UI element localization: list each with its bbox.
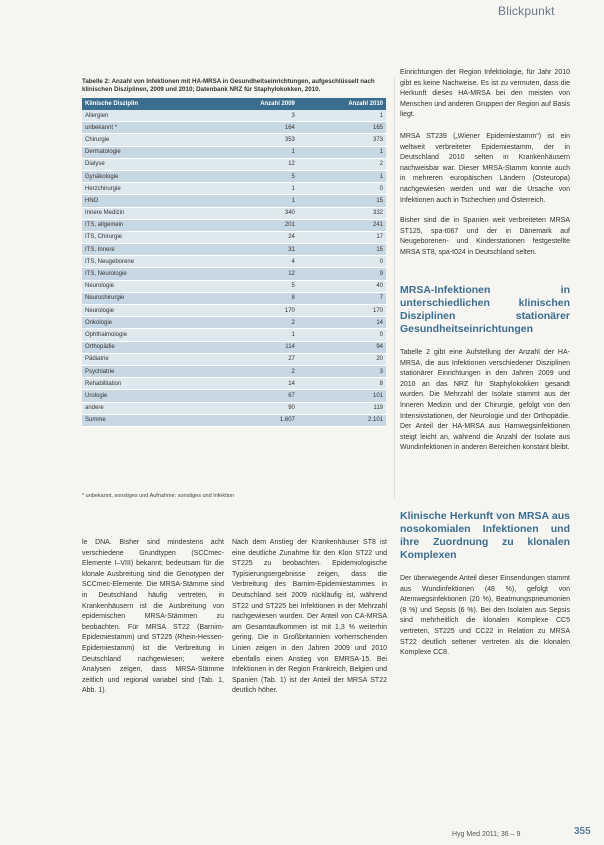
table-cell: 94: [298, 341, 386, 353]
table-cell: 40: [298, 280, 386, 292]
table-row: [82, 390, 386, 402]
journal-citation: Hyg Med 2011; 36 – 9: [452, 831, 521, 838]
table-body: [82, 110, 386, 426]
table-cell: 353: [210, 134, 298, 146]
table-row: [82, 122, 386, 134]
table-row: [82, 244, 386, 256]
table-row: [82, 207, 386, 219]
body-paragraph: le DNA. Bisher sind mindestens acht verschiedene Grundtypen (SCCmec-Elemente I–VIII) bekannt; bedeutsam für die klonale Ausbreitung sind die Genotypen der SCCmec-Elemente. Die MRSA-Stämme sind in Deutschland häufig vertreten, in Krankenhäusern ist die Ausbreitung von epidemischen MRSA-Stämmen zu beobachten. Für MRSA ST22 (Barnim-Epidemiestamm) und ST225 (Rhein-Hessen-Epidemiestamm) ist die Verbreitung in Deutschland nachgewiesen; weitere Analysen zeigen, dass MRSA-Stämme zeitlich und regional variabel sind (Tab. 1, Abb. 1).: [82, 539, 224, 695]
table-cell: 9: [298, 268, 386, 280]
table-row: [82, 365, 386, 377]
table-cell: Orthopädie: [82, 341, 210, 353]
table-row: [82, 183, 386, 195]
table-cell: 15: [298, 195, 386, 207]
table-row: [82, 256, 386, 268]
table-cell: 2: [210, 317, 298, 329]
body-paragraph: MRSA ST239 („Wiener Epidemiestamm“) ist ein weltweit verbreiteter Epidemiestamm, der in Deutschland 2010 selten in Krankenhäusern nachweisbar war. Dieser MRSA-Stamm konnte auch in mehreren europäischen Ländern (Osteuropa) nachgewiesen werden und war die Ursache von Infektionen auch in Tschechien und Österreich.: [400, 133, 570, 204]
table-cell: Neurologie: [82, 280, 210, 292]
table-row: [82, 378, 386, 390]
table-cell: Herzchirurgie: [82, 183, 210, 195]
table-header-cell: Klinische Disziplin: [82, 98, 210, 110]
table-cell: ITS, Neugeborene: [82, 256, 210, 268]
table-cell: 67: [210, 390, 298, 402]
table-cell: 201: [210, 219, 298, 231]
table-cell: 1: [210, 146, 298, 158]
table-row: [82, 110, 386, 122]
table-cell: 12: [210, 158, 298, 170]
table-cell: 170: [210, 305, 298, 317]
table-row: [82, 170, 386, 182]
table-cell: Onkologie: [82, 317, 210, 329]
table-row: [82, 268, 386, 280]
table-cell: 164: [210, 122, 298, 134]
table-cell: 101: [298, 390, 386, 402]
table-cell: Urologie: [82, 390, 210, 402]
table-cell: 165: [298, 122, 386, 134]
table-cell: 1: [298, 146, 386, 158]
table-cell: 8: [298, 378, 386, 390]
table-row: [82, 231, 386, 243]
table-row: [82, 195, 386, 207]
table-cell: 27: [210, 353, 298, 365]
column-3-text: [400, 68, 570, 808]
table-cell: 3: [298, 365, 386, 377]
table-cell: 241: [298, 219, 386, 231]
table-cell: Neurologie: [82, 305, 210, 317]
body-paragraph: Der überwiegende Anteil dieser Einsendungen stammt aus Wundinfektionen (48 %), gefolgt von Atemwegsinfektionen (20 %), Beatmungspneumonien (8 %) und Sepsis (6 %). Bei den Isolaten aus Sepsis sind mehrheitlich die klonalen Komplexe CC5 vertreten, ST225 und CC22 in Relation zu MRSA ST22 deutlich seltener vertreten als die klonalen Komplexe CC8.: [400, 575, 570, 657]
table-cell: 114: [210, 341, 298, 353]
table-cell: Allergien: [82, 110, 210, 122]
column-1-text: [82, 538, 224, 808]
table-cell: Dermatologie: [82, 146, 210, 158]
table-cell: 14: [298, 317, 386, 329]
table-cell: 90: [210, 402, 298, 414]
table-cell: 332: [298, 207, 386, 219]
table-footnote: * unbekannt, sonstiges und Aufnahme: sonstiges und Infektion: [82, 493, 234, 499]
table-cell: 1: [210, 183, 298, 195]
table-row: [82, 146, 386, 158]
table-cell: 31: [210, 244, 298, 256]
table-cell: 119: [298, 402, 386, 414]
table-cell: 1.607: [210, 414, 298, 426]
table-cell: Ophthalmologie: [82, 329, 210, 341]
body-paragraph: Bisher sind die in Spanien weit verbreiteten MRSA ST125, spa-t067 und der in Dänemark auf Neugeborenen- und Kinderstationen festgestellte MRSA ST8, spa-t024 in Deutschland selten.: [400, 217, 570, 256]
table-row: [82, 329, 386, 341]
table-cell: 20: [298, 353, 386, 365]
table-row: [82, 341, 386, 353]
table-cell: 15: [298, 244, 386, 256]
table-cell: 0: [298, 183, 386, 195]
table-header-cell: Anzahl 2009: [210, 98, 298, 110]
table-cell: 7: [298, 292, 386, 304]
table-row: [82, 305, 386, 317]
column-2-text: [232, 538, 387, 808]
table-cell: Innere Medizin: [82, 207, 210, 219]
table-row: [82, 353, 386, 365]
table-cell: HNO: [82, 195, 210, 207]
table-cell: 24: [210, 231, 298, 243]
table-cell: Neurochirurgie: [82, 292, 210, 304]
page-number: 355: [574, 826, 591, 837]
table-cell: 170: [298, 305, 386, 317]
table-cell: ITS, Neurologie: [82, 268, 210, 280]
body-paragraph: Nach dem Anstieg der Krankenhäuser ST8 ist eine deutliche Zunahme für den Klon ST22 und ST225 zu beobachten. Epidemiologische Typisierungsergebnisse zeigen, dass die Verbreitung des Barnim-Epidemiestammes in Deutschland seit 2009 rückläufig ist, während ST22 und ST225 bei Infektionen in der Mehrzahl nachgewiesen wurden. Der Anteil von CA-MRSA am Gesamtaufkommen ist mit 1,3 % weiterhin gering. Die in Großbritannien vorherrschenden Linien zeigen in den Jahren 2009 und 2010 ebenfalls einen Anstieg von EMRSA-15. Bei Infektionen in der Region Frankreich, Belgien und Spanien (Tab. 1) ist der Anteil der MRSA ST22 deutlich höher.: [232, 539, 387, 695]
table-cell: unbekannt *: [82, 122, 210, 134]
table-cell: 4: [210, 256, 298, 268]
table-row: [82, 317, 386, 329]
table-cell: 2.101: [298, 414, 386, 426]
table-cell: 373: [298, 134, 386, 146]
table-row: [82, 158, 386, 170]
table-cell: Rehabilitation: [82, 378, 210, 390]
table-cell: 17: [298, 231, 386, 243]
table-cell: Gynäkologie: [82, 170, 210, 182]
table-cell: andere: [82, 402, 210, 414]
body-paragraph: Einrichtungen der Region Infektiologie, für Jahr 2010 gibt es keine Nachweise. Es ist zu vermuten, dass die Herkunft dieses HA-MRSA bei den meisten von Menschen und anderen Gruppen der Region auf Basis liegt.: [400, 69, 570, 119]
body-paragraph: Tabelle 2 gibt eine Aufstellung der Anzahl der HA-MRSA, die aus Infektionen verschiedener Disziplinen stationärer Einrichtungen in den Jahren 2009 und 2010 an das NRZ für Staphylokokken gesandt wurden. Die Mehrzahl der Isolate stammt aus der Inneren Medizin und der Chirurgie, gefolgt von den Intensivstationen, der Neurologie und der Orthopädie. Der Anteil der HA-MRSA aus Harnwegsinfektionen steigt leicht an, während die Anzahl der Isolate aus Wundinfektionen in anderen Bereichen konstant bleibt.: [400, 349, 570, 452]
table-cell: Psychiatrie: [82, 365, 210, 377]
table-row: [82, 219, 386, 231]
table-cell: 8: [210, 292, 298, 304]
table-row: [82, 134, 386, 146]
table-cell: 5: [210, 170, 298, 182]
table-cell: ITS, Chirurgie: [82, 231, 210, 243]
column-divider: [394, 78, 395, 498]
table-row: [82, 280, 386, 292]
table-caption: Tabelle 2: Anzahl von Infektionen mit HA-MRSA in Gesundheitseinrichtungen, aufgeschlüsselt nach klinischen Disziplinen, 2009 und 2010; Datenbank NRZ für Staphylokokken, 2010.: [82, 78, 375, 93]
table-cell: 2: [298, 158, 386, 170]
table-cell: 0: [298, 329, 386, 341]
table-cell: 1: [298, 170, 386, 182]
table-cell: Summe: [82, 414, 210, 426]
table-row: [82, 402, 386, 414]
mrsa-discipline-table: [82, 98, 386, 427]
table-header-row: [82, 98, 386, 110]
table-cell: 5: [210, 280, 298, 292]
table-row: [82, 292, 386, 304]
table-cell: 1: [210, 329, 298, 341]
table-cell: 0: [298, 256, 386, 268]
table-cell: 2: [210, 365, 298, 377]
table-cell: ITS, Innere: [82, 244, 210, 256]
table-cell: Dialyse: [82, 158, 210, 170]
table-cell: 340: [210, 207, 298, 219]
table-cell: Pädiatrie: [82, 353, 210, 365]
section-heading: MRSA-Infektionen in unterschiedlichen klinischen Disziplinen stationärer Gesundheitseinrichtungen: [400, 284, 570, 335]
table-cell: ITS, allgemein: [82, 219, 210, 231]
table-cell: 3: [210, 110, 298, 122]
table-cell: 14: [210, 378, 298, 390]
section-header: Blickpunkt: [498, 4, 555, 18]
table-row: [82, 414, 386, 426]
section-heading: Klinische Herkunft von MRSA aus nosokomialen Infektionen und ihre Zuordnung zu klonalen Komplexen: [400, 510, 570, 561]
table-cell: 12: [210, 268, 298, 280]
table-cell: 1: [210, 195, 298, 207]
table-cell: Chirurgie: [82, 134, 210, 146]
table-header-cell: Anzahl 2010: [298, 98, 386, 110]
table-cell: 1: [298, 110, 386, 122]
